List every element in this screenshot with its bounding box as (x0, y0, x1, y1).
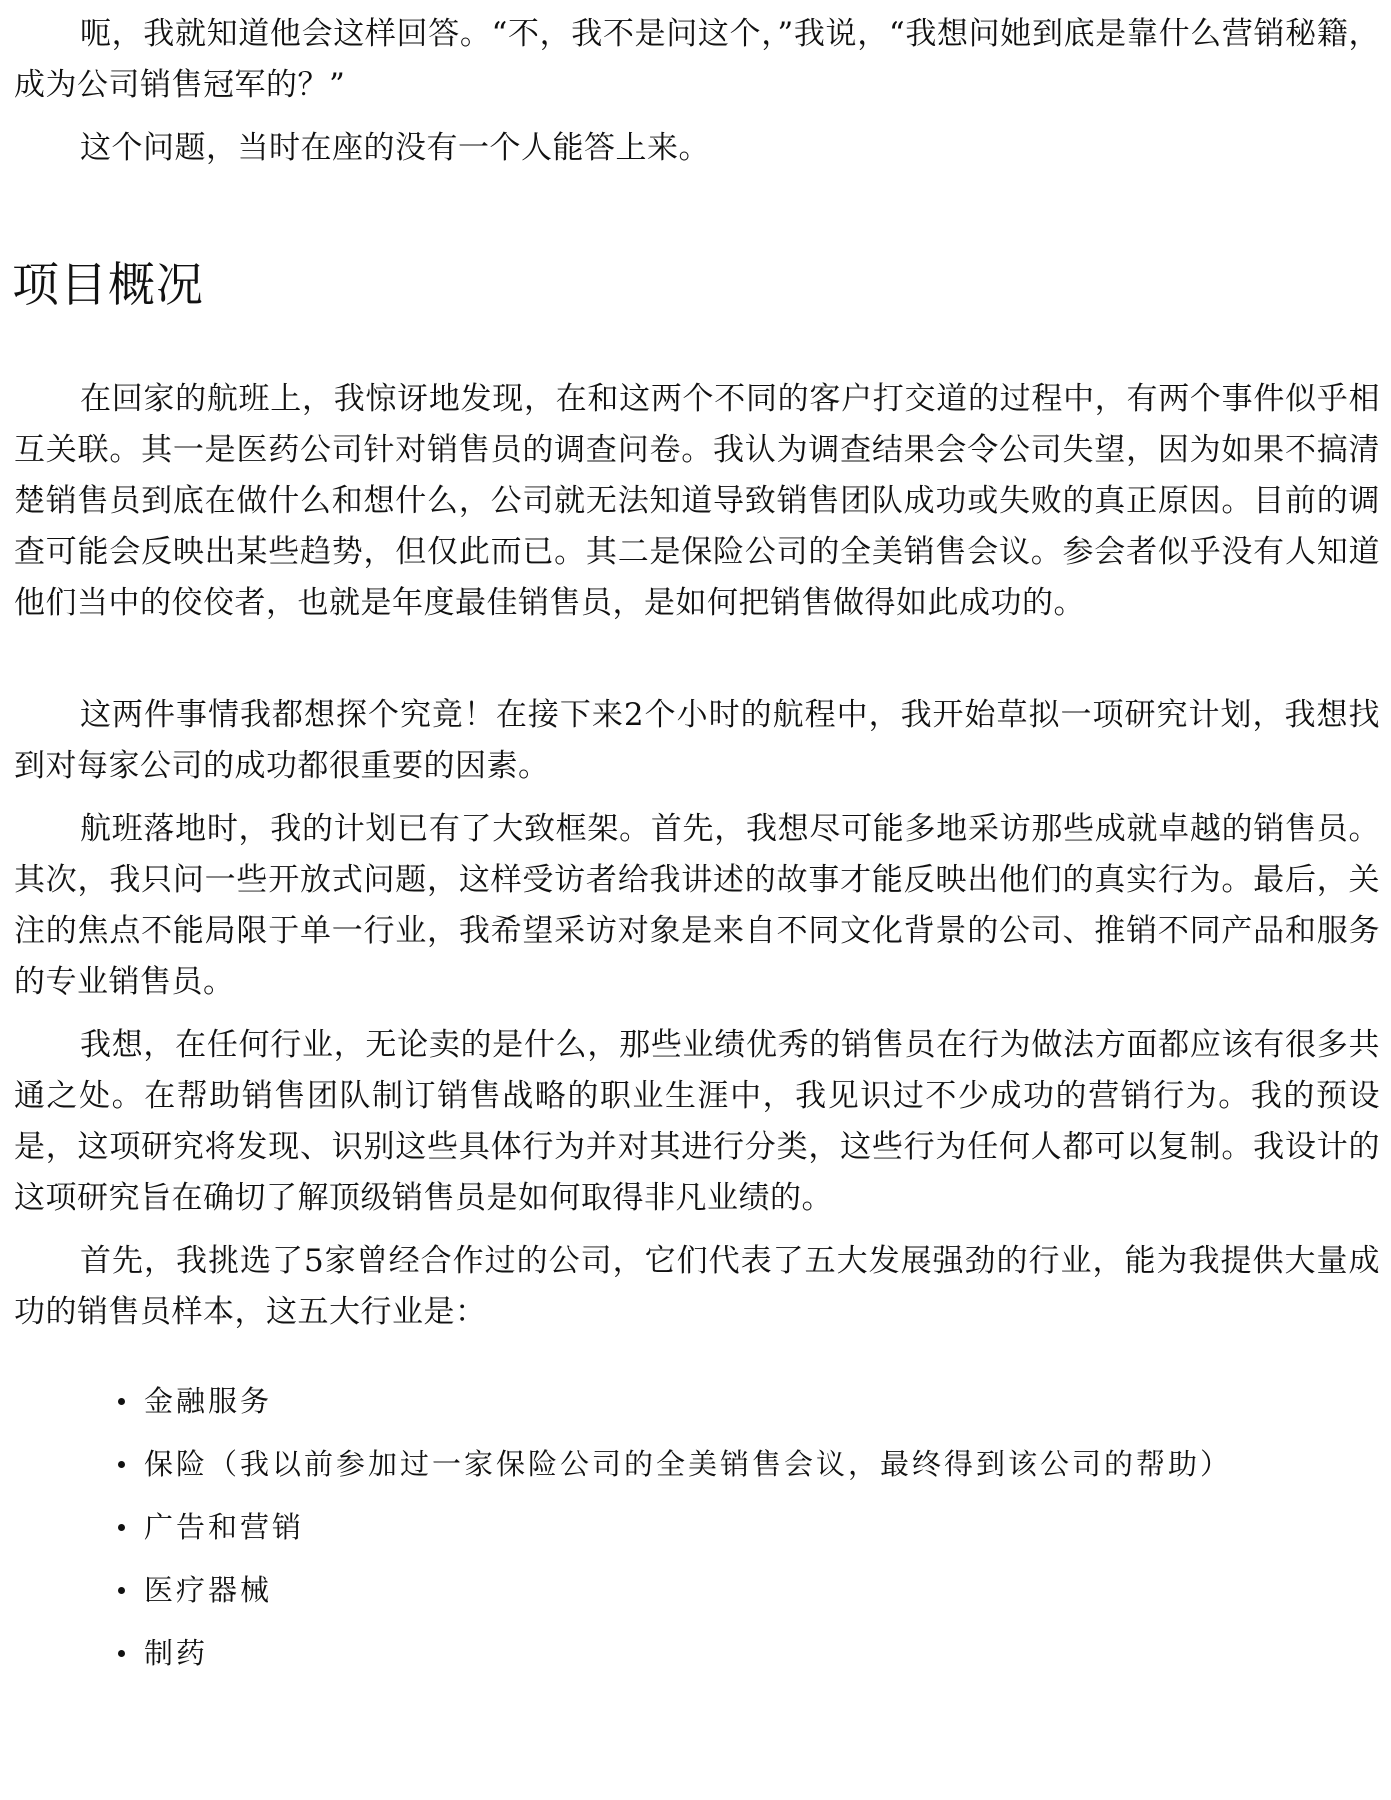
paragraph-6: 我想，在任何行业，无论卖的是什么，那些业绩优秀的销售员在行为做法方面都应该有很多共通之处。在帮助销售团队制订销售战略的职业生涯中，我见识过不少成功的营销行为。我的预设是，这项研究将发现、识别这些具体行为并对其进行分类，这些行为任何人都可以复制。我设计的这项研究旨在确切了解顶级销售员是如何取得非凡业绩的。 (14, 1027, 1380, 1216)
list-item (118, 1634, 1232, 1697)
paragraph-2: 这个问题，当时在座的没有一个人能答上来。 (80, 130, 710, 166)
list-item (118, 1382, 1232, 1445)
list-item-label: 广告和营销 (144, 1510, 305, 1544)
bullet-icon (118, 1398, 125, 1405)
section-heading: 项目概况 (12, 258, 204, 313)
paragraph-7: 首先，我挑选了5家曾经合作过的公司，它们代表了五大发展强劲的行业，能为我提供大量成功的销售员样本，这五大行业是： (14, 1243, 1380, 1330)
industry-list (118, 1382, 1232, 1697)
bullet-icon (118, 1650, 125, 1657)
bullet-icon (118, 1524, 125, 1531)
list-item-label: 金融服务 (144, 1384, 273, 1418)
list-item (118, 1445, 1232, 1508)
list-item-label: 医疗器械 (144, 1573, 273, 1607)
list-item-label: 保险（我以前参加过一家保险公司的全美销售会议，最终得到该公司的帮助） (144, 1447, 1233, 1481)
bullet-icon (118, 1461, 125, 1468)
paragraph-3: 在回家的航班上，我惊讶地发现，在和这两个不同的客户打交道的过程中，有两个事件似乎相互关联。其一是医药公司针对销售员的调查问卷。我认为调查结果会令公司失望，因为如果不搞清楚销售员到底在做什么和想什么，公司就无法知道导致销售团队成功或失败的真正原因。目前的调查可能会反映出某些趋势，但仅此而已。其二是保险公司的全美销售会议。参会者似乎没有人知道他们当中的佼佼者，也就是年度最佳销售员，是如何把销售做得如此成功的。 (14, 381, 1380, 621)
list-item (118, 1508, 1232, 1571)
paragraph-4: 这两件事情我都想探个究竟！在接下来2个小时的航程中，我开始草拟一项研究计划，我想找到对每家公司的成功都很重要的因素。 (14, 697, 1380, 784)
paragraph-1: 呃，我就知道他会这样回答。“不，我不是问这个，”我说，“我想问她到底是靠什么营销秘籍，成为公司销售冠军的？” (14, 16, 1380, 103)
paragraph-5: 航班落地时，我的计划已有了大致框架。首先，我想尽可能多地采访那些成就卓越的销售员。其次，我只问一些开放式问题，这样受访者给我讲述的故事才能反映出他们的真实行为。最后，关注的焦点不能局限于单一行业，我希望采访对象是来自不同文化背景的公司、推销不同产品和服务的专业销售员。 (14, 811, 1380, 1000)
list-item-label: 制药 (144, 1636, 209, 1670)
bullet-icon (118, 1587, 125, 1594)
list-item (118, 1571, 1232, 1634)
